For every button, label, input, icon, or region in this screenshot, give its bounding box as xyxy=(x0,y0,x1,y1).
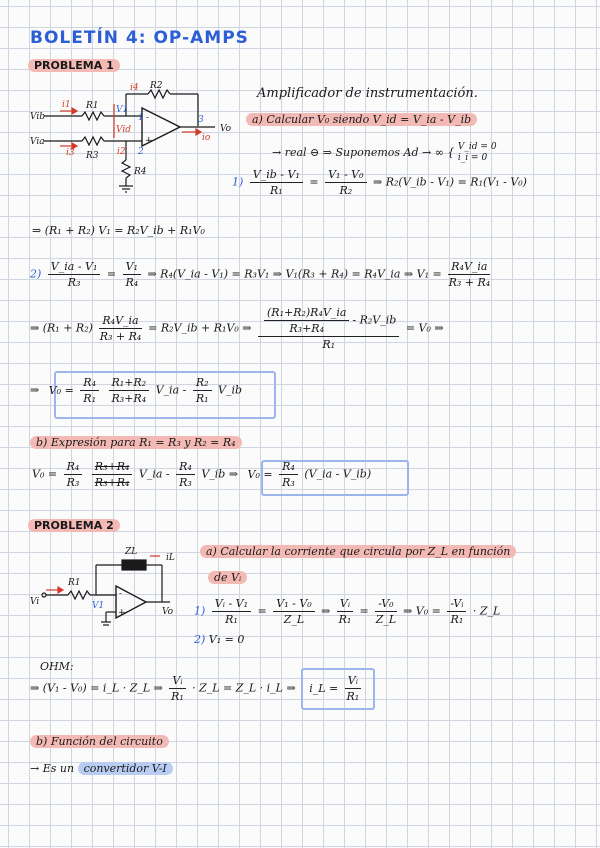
svg-text:ZL: ZL xyxy=(125,547,138,557)
svg-text:R3: R3 xyxy=(86,151,99,161)
svg-text:V1: V1 xyxy=(92,601,105,611)
svg-text:i3: i3 xyxy=(66,148,75,158)
svg-text:3: 3 xyxy=(198,115,204,125)
p1-step2: 2) $\frac{\text{V\_ia - V₁}}{\text{R₃}}$ = $\frac{\text{V₁}}{\text{R₄}}$ ⇒ R₄(V_ia - V₁) = R₃V₁ ⇒ V₁(R₃ + R₄) = R₄V_ia ⇒ V₁ = $\frac{\text{R₄V\_ia}}{\text{R₃ + R₄}}$ xyxy=(30,260,491,289)
svg-text:i2: i2 xyxy=(117,147,126,157)
svg-text:+: + xyxy=(118,608,126,618)
p1-b-line: V₀ = $\frac{\text{R₄}}{\text{R₃}}$ $\frac{\text{R₃+R₄}}{\text{R₃+R₄}}$ V_ia - $\frac{\text{R₄}}{\text{R₃}}$ V_ib ⇒ V₀ = $\frac{\text{R₄}}{\text{R₃}}$ (V_ia - V_ib) xyxy=(32,460,372,489)
svg-text:iL: iL xyxy=(166,553,175,563)
p1-part-b-label: b) Expresión para R₁ = R₃ y R₂ = R₄ xyxy=(30,436,242,449)
svg-text:2: 2 xyxy=(138,147,144,157)
p2-step1: 1) $\frac{\text{Vᵢ - V₁}}{\text{R₁}}$ = $\frac{\text{V₁ - V₀}}{Z\_L}$ ⇒ $\frac{\text{Vᵢ}}{\text{R₁}}$ = $\frac{\text{-V₀}}{Z\_L}$ ⇒ V₀ = $\frac{\text{-Vᵢ}}{\text{R₁}}$ · Z_L xyxy=(194,597,501,626)
svg-text:R1: R1 xyxy=(86,101,99,111)
svg-text:+: + xyxy=(145,136,153,146)
svg-text:Vo: Vo xyxy=(220,124,232,134)
svg-text:Vi: Vi xyxy=(30,597,40,607)
svg-text:R2: R2 xyxy=(150,81,163,91)
svg-text:1: 1 xyxy=(138,113,144,123)
p1-line3: ⇒ (R₁ + R₂) $\frac{\text{R₄V\_ia}}{\text{R₃ + R₄}}$ = R₂V_ib + R₁V₀ ⇒ $\frac{\text{(R₁+R₂)R₄V\_ia}}{\text{R₃+R₄}}$ - R₂V_ib R₁ = V₀ ⇒ xyxy=(30,306,444,351)
p2-part-b-label: b) Función del circuito xyxy=(30,735,169,748)
svg-text:io: io xyxy=(202,133,211,143)
instrumentation-amp-circuit xyxy=(30,80,240,195)
p2-part-a-label-1: a) Calcular la corriente que circula por Z_L en función xyxy=(200,545,516,558)
p2-step2: 2) V₁ = 0 xyxy=(194,633,245,646)
svg-text:V1: V1 xyxy=(116,105,129,115)
p1-result: ⇒ V₀ = $\frac{\text{R₄}}{\text{R₁}}$ $\frac{\text{R₁+R₂}}{\text{R₃+R₄}}$ V_ia - $\frac{\text{R₂}}{\text{R₁}}$ V_ib xyxy=(30,376,243,405)
p1-assumption: → real ⊖ ⇒ Suponemos Ad → ∞ { V_id = 0 i_i = 0 xyxy=(272,142,497,163)
p2-part-a-label-2: de Vᵢ xyxy=(208,571,247,584)
svg-text:Via: Via xyxy=(30,137,45,147)
svg-text:R1: R1 xyxy=(68,578,81,588)
svg-text:i4: i4 xyxy=(130,83,139,93)
svg-text:Vo: Vo xyxy=(162,607,174,617)
svg-text:i1: i1 xyxy=(62,100,71,110)
p1-line2: ⇒ (R₁ + R₂) V₁ = R₂V_ib + R₁V₀ xyxy=(32,224,205,237)
p1-step1: 1) $\frac{\text{V\_ib - V₁}}{\text{R₁}}$ = $\frac{\text{V₁ - V₀}}{\text{R₂}}$ ⇒ R₂(V_ib - V₁) = R₁(V₁ - V₀) xyxy=(232,168,527,197)
p2-ohm-line: ⇒ (V₁ - V₀) = i_L · Z_L ⇒ $\frac{\text{Vᵢ}}{\text{R₁}}$ · Z_L = Z_L · i_L ⇒ i_L = $\frac{\text{Vᵢ}}{\text{R₁}}$ xyxy=(30,674,360,703)
p1-part-a-label: a) Calcular V₀ siendo V_id = V_ia - V_ib xyxy=(246,113,477,126)
page-title: BOLETÍN 4: OP-AMPS xyxy=(30,28,249,48)
p2-ohm-label: OHM: xyxy=(40,660,74,673)
vi-converter-circuit xyxy=(30,540,190,630)
svg-text:Vib: Vib xyxy=(30,112,45,122)
svg-text:-: - xyxy=(119,589,123,599)
problem1-label: PROBLEMA 1 xyxy=(28,59,120,72)
svg-text:Vid: Vid xyxy=(116,125,131,135)
svg-text:-: - xyxy=(146,113,150,123)
p1-subtitle: Amplificador de instrumentación. xyxy=(257,86,478,101)
p2-part-b-line: → Es un convertidor V-I xyxy=(30,762,173,775)
problem2-label: PROBLEMA 2 xyxy=(28,519,120,532)
svg-text:R4: R4 xyxy=(134,167,147,177)
